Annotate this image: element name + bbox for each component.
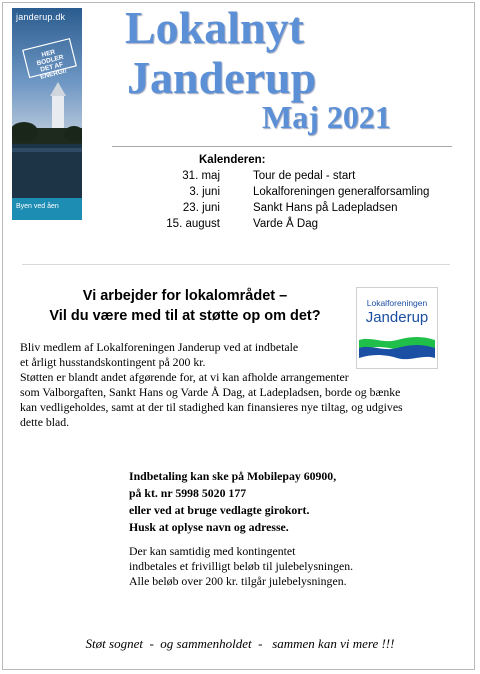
support-text-line2: som Valborgaften, Sankt Hans og Varde Å Dag, at Ladepladsen, borde og bænke xyxy=(20,385,401,399)
divider-middle xyxy=(22,264,450,265)
cover-photo-image xyxy=(12,8,82,220)
appeal-heading-line1: Vi arbejder for lokalområdet – xyxy=(82,288,288,304)
logo-text-line2: Janderup xyxy=(365,309,429,326)
payment-info xyxy=(129,468,336,536)
support-text-line1: Støtten er blandt andet afgørende for, at vi kan afholde arrangementer xyxy=(20,370,349,384)
support-text-line4: dette blad. xyxy=(20,415,70,429)
donation-line1: Der kan samtidig med kontingentet xyxy=(129,544,296,558)
payment-line4: Husk at oplyse navn og adresse. xyxy=(129,520,289,534)
support-text-line3: kan vedligeholdes, samt at der til stadighed kan finansieres nye tiltag, og udgives xyxy=(20,400,403,414)
calendar-date: 15. august xyxy=(166,218,220,230)
donation-line2: indbetales et frivilligt beløb til julebelysningen. xyxy=(129,559,354,573)
payment-line1: Indbetaling kan ske på Mobilepay 60900, xyxy=(129,469,337,483)
title-lokalnyt: Lokalnyt xyxy=(125,2,304,53)
calendar-event: Tour de pedal - start xyxy=(253,170,356,182)
cover-photo xyxy=(12,8,82,220)
calendar-date: 23. juni xyxy=(182,202,220,214)
membership-text-line2: et årligt husstandskontingent på 200 kr. xyxy=(20,355,206,369)
logo-wave-icon xyxy=(359,336,435,362)
photo-slogan: HER BODLER DET AF ENERGI! xyxy=(35,48,68,81)
calendar-row xyxy=(120,186,460,201)
payment-line3: eller ved at bruge vedlagte girokort. xyxy=(129,503,310,517)
appeal-heading-line2: Vil du være med til at støtte op om det? xyxy=(49,308,321,324)
photo-caption: Byen ved åen xyxy=(16,203,59,210)
calendar-row xyxy=(120,202,460,217)
lokalforeningen-logo xyxy=(356,287,438,369)
calendar-event: Lokalforeningen generalforsamling xyxy=(253,186,430,198)
footer-slogan: Støt sognet - og sammenholdet - sammen kan vi mere !!! xyxy=(85,636,395,651)
calendar-event: Sankt Hans på Ladepladsen xyxy=(253,202,398,214)
calendar-date: 3. juni xyxy=(189,186,220,198)
calendar-row xyxy=(120,170,460,185)
donation-line3: Alle beløb over 200 kr. tilgår julebelysningen. xyxy=(129,574,347,588)
title-janderup: Janderup xyxy=(127,52,317,103)
divider-top xyxy=(112,146,452,147)
title-issue-date: Maj 2021 xyxy=(262,99,391,135)
website-tag: janderup.dk xyxy=(16,12,66,22)
payment-line2: på kt. nr 5998 5020 177 xyxy=(129,486,247,500)
calendar-heading: Kalenderen: xyxy=(199,154,266,166)
donation-info xyxy=(129,544,353,589)
calendar-row xyxy=(120,218,460,233)
calendar-event: Varde Å Dag xyxy=(253,218,318,230)
membership-text-line1: Bliv medlem af Lokalforeningen Janderup ved at indbetale xyxy=(20,340,299,354)
logo-text-line1: Lokalforeningen xyxy=(366,298,428,308)
calendar-date: 31. maj xyxy=(182,170,220,182)
appeal-heading xyxy=(20,286,350,326)
